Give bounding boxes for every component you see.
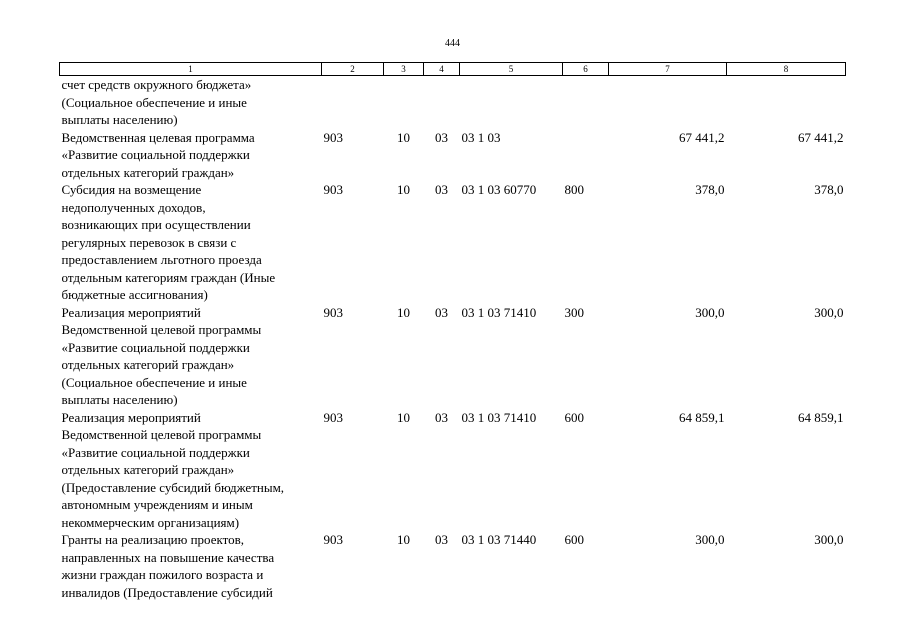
item-name-line: выплаты населению) — [61, 112, 178, 127]
amount-col8-cell: 67 441,2 — [798, 129, 844, 145]
col-header-7: 7 — [609, 63, 727, 76]
amount-col7-cell: 300,0 — [695, 532, 725, 547]
subsection-cell — [424, 76, 460, 129]
item-name-line: недополученных доходов, — [61, 199, 206, 215]
col-header-4: 4 — [424, 63, 460, 76]
col-header-2: 2 — [322, 63, 384, 76]
col-header-5: 5 — [460, 63, 563, 76]
section-cell: 10 — [397, 409, 410, 425]
table-row — [60, 531, 846, 601]
item-name-line: Ведомственная целевая программа — [61, 129, 255, 145]
subsection-cell: 03 — [435, 409, 448, 425]
amount-col8-cell: 64 859,1 — [798, 409, 844, 425]
admin-code-cell: 903 — [323, 182, 343, 197]
target-article-cell: 03 1 03 — [461, 129, 501, 145]
item-name-line: автономным учреждениям и иным — [61, 497, 253, 512]
item-name-line: инвалидов (Предоставление субсидий — [61, 584, 273, 600]
target-article-cell: 03 1 03 60770 — [461, 182, 537, 197]
item-name-line: (Социальное обеспечение и иные — [61, 94, 247, 110]
amount-col8-cell: 378,0 — [814, 182, 844, 197]
subsection-cell: 03 — [435, 182, 448, 197]
admin-code-cell: 903 — [323, 304, 343, 320]
col-header-3: 3 — [384, 63, 424, 76]
expense-type-cell: 300 — [564, 304, 584, 320]
item-name-line: жизни граждан пожилого возраста и — [61, 567, 264, 582]
col-header-6: 6 — [563, 63, 609, 76]
item-name-line: отдельных категорий граждан» — [61, 357, 235, 372]
admin-code-cell: 903 — [323, 129, 343, 145]
item-name-line: «Развитие социальной поддержки — [61, 339, 250, 355]
amount-col7-cell: 64 859,1 — [679, 409, 725, 425]
item-name-line: Гранты на реализацию проектов, — [61, 532, 245, 547]
expense-type-cell: 600 — [564, 532, 584, 547]
subsection-cell: 03 — [435, 532, 448, 547]
item-name-line: (Предоставление субсидий бюджетным, — [61, 479, 285, 495]
expense-type-cell — [563, 76, 609, 129]
item-name-line: некоммерческим организациям) — [61, 514, 240, 530]
item-name-line: Реализация мероприятий — [61, 409, 201, 425]
expense-type-cell — [563, 129, 609, 182]
subsection-cell: 03 — [435, 129, 448, 145]
amount-col7-cell — [609, 76, 727, 129]
target-article-cell: 03 1 03 71410 — [461, 304, 537, 320]
item-name-line: Ведомственной целевой программы — [61, 427, 262, 442]
section-cell: 10 — [397, 532, 410, 547]
item-name-line: счет средств окружного бюджета» — [61, 77, 252, 92]
amount-col8-cell: 300,0 — [814, 532, 844, 547]
admin-code-cell: 903 — [323, 532, 343, 547]
table-row — [60, 304, 846, 409]
item-name-line: бюджетные ассигнования) — [61, 287, 208, 302]
item-name-line: Субсидия на возмещение — [61, 182, 202, 197]
amount-col8-cell — [727, 76, 846, 129]
item-name-line: «Развитие социальной поддержки — [61, 147, 250, 162]
table-row — [60, 76, 846, 129]
item-name-line: Реализация мероприятий — [61, 304, 201, 320]
col-header-8: 8 — [727, 63, 846, 76]
target-article-cell: 03 1 03 71410 — [461, 409, 537, 425]
item-name-line: выплаты населению) — [61, 392, 178, 407]
target-article-cell: 03 1 03 71440 — [461, 532, 537, 547]
item-name-cell — [60, 304, 322, 409]
table-row — [60, 409, 846, 532]
target-article-cell — [460, 76, 563, 129]
amount-col7-cell: 378,0 — [695, 182, 725, 197]
item-name-cell — [60, 181, 322, 304]
admin-code-cell: 903 — [323, 409, 343, 425]
admin-code-cell — [322, 76, 384, 129]
table-row — [60, 181, 846, 304]
col-header-1: 1 — [60, 63, 322, 76]
header-row — [60, 63, 846, 76]
amount-col8-cell: 300,0 — [814, 304, 844, 320]
section-cell: 10 — [397, 129, 410, 145]
budget-table — [59, 62, 846, 601]
item-name-cell — [60, 129, 322, 182]
amount-col7-cell: 300,0 — [695, 304, 725, 320]
item-name-line: Ведомственной целевой программы — [61, 322, 262, 337]
expense-type-cell: 800 — [564, 182, 584, 197]
amount-col7-cell: 67 441,2 — [679, 129, 725, 145]
table-row — [60, 129, 846, 182]
section-cell: 10 — [397, 182, 410, 197]
item-name-line: отдельным категориям граждан (Иные — [61, 269, 276, 285]
section-cell — [384, 76, 424, 129]
item-name-line: отдельных категорий граждан» — [61, 164, 235, 180]
item-name-cell — [60, 409, 322, 532]
subsection-cell: 03 — [435, 304, 448, 320]
expense-type-cell: 600 — [564, 409, 584, 425]
item-name-line: направленных на повышение качества — [61, 549, 275, 565]
item-name-line: возникающих при осуществлении — [61, 217, 251, 232]
page-number: 444 — [445, 38, 460, 49]
item-name-line: предоставлением льготного проезда — [61, 252, 262, 267]
section-cell: 10 — [397, 304, 410, 320]
item-name-line: (Социальное обеспечение и иные — [61, 374, 247, 390]
item-name-line: регулярных перевозок в связи с — [61, 234, 237, 250]
item-name-line: «Развитие социальной поддержки — [61, 444, 250, 460]
item-name-cell — [60, 531, 322, 601]
item-name-line: отдельных категорий граждан» — [61, 462, 235, 477]
item-name-cell — [60, 76, 322, 129]
